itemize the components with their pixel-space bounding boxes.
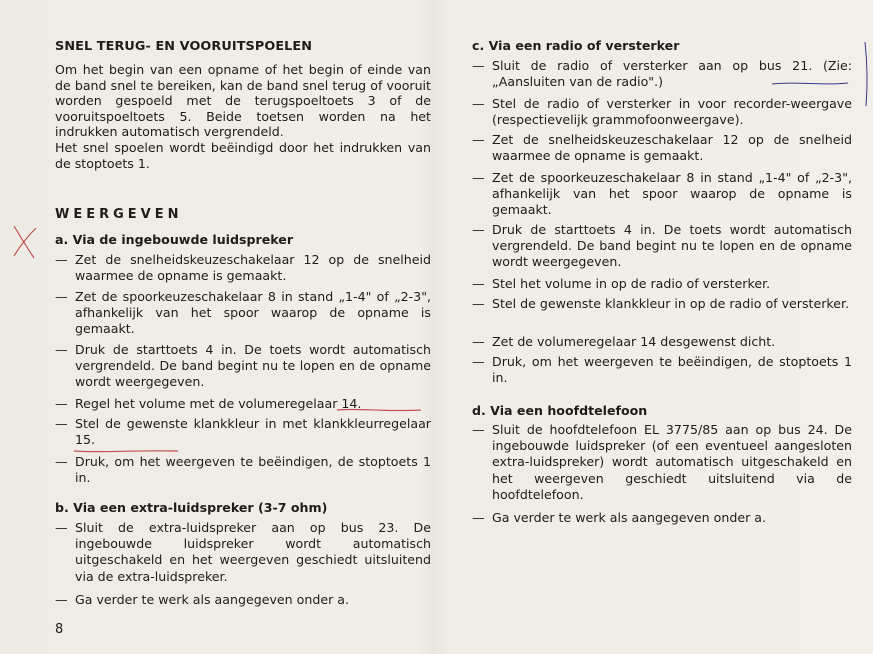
bullet-dash: —: [472, 422, 485, 437]
pencil-underline-14: [335, 404, 425, 414]
bullet-dash: —: [472, 170, 485, 185]
bullet-dash: —: [55, 416, 68, 431]
list-item-text: Sluit de hoofdtelefoon EL 3775/85 aan op bus 24. De ingebouwde luidspreker (of een eventueel aangesloten extra-luidspreker) wordt automatisch uitgeschakeld en het weergeven geschiedt uitsluitend via de hoofdtelefoon.: [492, 422, 852, 502]
bullet-dash: —: [55, 396, 68, 411]
list-item-text: Stel de gewenste klankkleur in met klankkleurregelaar 15.: [75, 416, 431, 448]
list-item-a1: [55, 252, 431, 284]
subheading-a: a. Via de ingebouwde luidspreker: [55, 232, 294, 247]
page-number: 8: [55, 622, 64, 637]
list-item-b2: [55, 592, 431, 608]
bullet-dash: —: [55, 342, 68, 357]
list-item-a2: [55, 289, 431, 338]
list-item-a3: [55, 342, 431, 391]
list-item-text: Zet de volumeregelaar 14 desgewenst dicht.: [492, 334, 776, 349]
bullet-dash: —: [472, 132, 485, 147]
list-item-text: Druk, om het weergeven te beëindigen, de stoptoets 1 in.: [492, 354, 852, 386]
pencil-underline-15: [72, 445, 182, 455]
bullet-dash: —: [472, 222, 485, 237]
list-item-text: Zet de spoorkeuzeschakelaar 8 in stand „1-4" of „2-3", afhankelijk van het spoor waarop de opname is gemaakt.: [75, 289, 431, 337]
list-item-c9: [472, 354, 852, 386]
list-item-text: Stel de gewenste klankkleur in op de radio of versterker.: [492, 296, 850, 311]
ink-underline-zie: [770, 78, 850, 88]
list-item-a5: [55, 416, 431, 448]
subheading-d: d. Via een hoofdtelefoon: [472, 403, 648, 418]
list-item-c7: [472, 296, 852, 312]
list-item-text: Zet de snelheidskeuzeschakelaar 12 op de snelheid waarmee de opname is gemaakt.: [75, 252, 431, 284]
bullet-dash: —: [55, 592, 68, 607]
list-item-text: Zet de snelheidskeuzeschakelaar 12 op de snelheid waarmee de opname is gemaakt.: [492, 132, 852, 164]
bullet-dash: —: [55, 520, 68, 535]
bullet-dash: —: [472, 58, 485, 73]
list-item-c2: [472, 96, 852, 128]
handwritten-x-mark: [8, 222, 42, 262]
bullet-dash: —: [55, 252, 68, 267]
list-item-text: Ga verder te werk als aangegeven onder a.: [75, 592, 349, 607]
list-item-c4: [472, 170, 852, 219]
bullet-dash: —: [472, 276, 485, 291]
list-item-d1: [472, 422, 852, 503]
list-item-c3: [472, 132, 852, 164]
bullet-dash: —: [55, 289, 68, 304]
list-item-text: Druk de starttoets 4 in. De toets wordt automatisch vergrendeld. De band begint nu te lopen en de opname wordt weergegeven.: [75, 342, 431, 390]
list-item-text: Stel de radio of versterker in voor recorder-weergave (respectievelijk grammofoonweergave).: [492, 96, 852, 128]
bullet-dash: —: [55, 454, 68, 469]
list-item-text: Stel het volume in op de radio of versterker.: [492, 276, 771, 291]
subheading-c: c. Via een radio of versterker: [472, 38, 680, 53]
list-item-b1: [55, 520, 431, 585]
list-item-c6: [472, 276, 852, 292]
bullet-dash: —: [472, 296, 485, 311]
ink-margin-stroke: [858, 40, 872, 110]
section-heading-playback: WEERGEVEN: [55, 207, 183, 222]
list-item-d2: [472, 510, 852, 526]
list-item-text: Regel het volume met de volumeregelaar 14.: [75, 396, 362, 411]
list-item-text: Ga verder te werk als aangegeven onder a.: [492, 510, 766, 525]
list-item-text: Sluit de radio of versterker aan op bus 21. (Zie: „Aansluiten van de radio".): [492, 58, 852, 90]
list-item-text: Sluit de extra-luidspreker aan op bus 23. De ingebouwde luidspreker wordt automatisch uitgeschakeld en het weergeven geschiedt uitsluitend via de extra-luidspreker.: [75, 520, 431, 584]
list-item-text: Zet de spoorkeuzeschakelaar 8 in stand „1-4" of „2-3", afhankelijk van het spoor waarop de opname is gemaakt.: [492, 170, 852, 218]
paragraph-stop-wind: Het snel spoelen wordt beëindigd door het indrukken van de stoptoets 1.: [55, 140, 431, 171]
paragraph-fast-wind: Om het begin van een opname of het begin of einde van de band snel te bereiken, kan de band snel terug of vooruit worden gespoeld met de terugspoeltoets 3 of de vooruitspoeltoets 5. Beide toetsen worden na het indrukken automatisch vergrendeld.: [55, 62, 431, 140]
list-item-c8: [472, 334, 852, 350]
bullet-dash: —: [472, 354, 485, 369]
bullet-dash: —: [472, 334, 485, 349]
bullet-dash: —: [472, 510, 485, 525]
heading-fast-wind: SNEL TERUG- EN VOORUITSPOELEN: [55, 39, 313, 54]
list-item-text: Druk de starttoets 4 in. De toets wordt automatisch vergrendeld. De band begint nu te lopen en de opname wordt weergegeven.: [492, 222, 852, 270]
bullet-dash: —: [472, 96, 485, 111]
list-item-text: Druk, om het weergeven te beëindigen, de stoptoets 1 in.: [75, 454, 431, 486]
list-item-a6: [55, 454, 431, 486]
list-item-c5: [472, 222, 852, 271]
subheading-b: b. Via een extra-luidspreker (3-7 ohm): [55, 500, 328, 515]
